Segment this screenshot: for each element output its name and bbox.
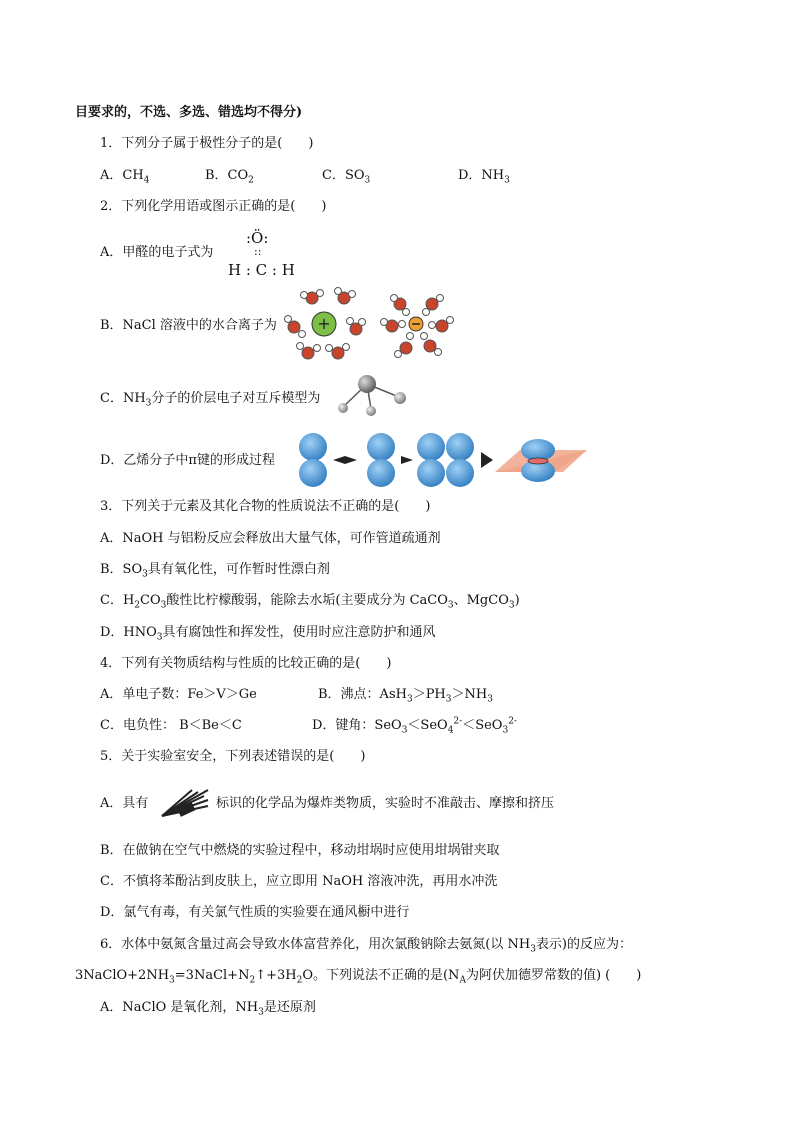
formaldehyde-lewis-bond: ::: [254, 245, 262, 258]
hydrated-sodium-ion: [285, 288, 366, 360]
q5-option-d: D．氯气有毒，有关氯气性质的实验要在通风橱中进行: [100, 905, 410, 920]
q5-option-a-pre: A．具有: [100, 796, 149, 811]
q3-option-c: C．$H_2CO_3$酸性比柠檬酸弱，能除去水垢(主要成分为 CaCO$_3$、MgCO$_3$): [100, 593, 520, 611]
q6-stem: 6．水体中氨氮含量过高会导致水体富营养化，用次氯酸钠除去氨氮(以 $NH_3$表示)的反应为：: [100, 937, 632, 955]
section-header: 目要求的，不选、多选、错选均不得分): [75, 105, 303, 120]
q1-option-a: A．$CH_4$: [100, 168, 150, 186]
q5-option-a-post: 标识的化学品为爆炸类物质，实验时不准敲击、摩擦和挤压: [216, 796, 555, 811]
q4-option-b: B．沸点：$AsH_3>PH_3>NH_3$: [318, 687, 493, 705]
q4-option-d: D．键角：SeO$_3$＜SeO$_4^{2-}$＜SeO$_3^{2-}$: [312, 716, 517, 736]
p-orbital-2: [367, 433, 395, 487]
q2-option-b: B．NaCl 溶液中的水合离子为: [100, 318, 277, 333]
q1-option-b: B．$CO_2$: [205, 168, 254, 186]
formaldehyde-lewis-top: :Ö:: [246, 229, 269, 247]
q2-option-c: C．$NH_3$分子的价层电子对互斥模型为: [100, 391, 321, 409]
q1-stem: 1．下列分子属于极性分子的是( ): [100, 136, 314, 151]
svg-text:+: +: [317, 314, 331, 333]
q3-option-a: A．NaOH 与铝粉反应会释放出大量气体，可作管道疏通剂: [100, 531, 441, 546]
q5-option-c: C．不慎将苯酚沾到皮肤上，应立即用 NaOH 溶液冲洗，再用水冲洗: [100, 874, 498, 889]
q3-option-d: D．$HNO_3$具有腐蚀性和挥发性，使用时应注意防护和通风: [100, 625, 436, 643]
q5-option-b: B．在做钠在空气中燃烧的实验过程中，移动坩埚时应使用坩埚钳夹取: [100, 843, 500, 858]
q2-option-d: D．乙烯分子中π键的形成过程: [100, 453, 275, 468]
p-orbital-pair: [417, 433, 474, 487]
q1-option-c: C．$SO_3$: [322, 168, 371, 186]
vsepr-model-figure: [335, 372, 410, 420]
hydrated-ions-figure: [282, 286, 457, 364]
q4-option-c: C．电负性： B＜Be＜C: [100, 718, 242, 733]
explosive-hazard-icon: [158, 788, 210, 818]
q6-equation: $3NaClO+2NH_3=3NaCl+N_2↑+3H_2O$。下列说法不正确的是($N_A$为阿伏加德罗常数的值) ( ): [75, 968, 642, 986]
q4-stem: 4．下列有关物质结构与性质的比较正确的是( ): [100, 656, 392, 671]
hydrated-chloride-ion: [381, 295, 454, 358]
q2-stem: 2．下列化学用语或图示正确的是( ): [100, 199, 327, 214]
pi-bond-result: [495, 439, 587, 482]
q3-stem: 3．下列关于元素及其化合物的性质说法不正确的是( ): [100, 499, 431, 514]
q4-option-a: A．单电子数：Fe＞V＞Ge: [100, 687, 257, 702]
q6-option-a: A．NaClO 是氧化剂，$NH_3$是还原剂: [100, 1000, 316, 1018]
pi-bond-formation-figure: [295, 432, 595, 490]
q2-option-a: A．甲醛的电子式为: [100, 245, 214, 260]
q1-option-d: D．$NH_3$: [458, 168, 510, 186]
q5-stem: 5．关于实验室安全，下列表述错误的是( ): [100, 749, 366, 764]
q3-option-b: B．$SO_3$具有氧化性，可作暂时性漂白剂: [100, 562, 330, 580]
formaldehyde-lewis-bottom: H : C : H: [228, 261, 295, 279]
p-orbital-1: [299, 433, 327, 487]
